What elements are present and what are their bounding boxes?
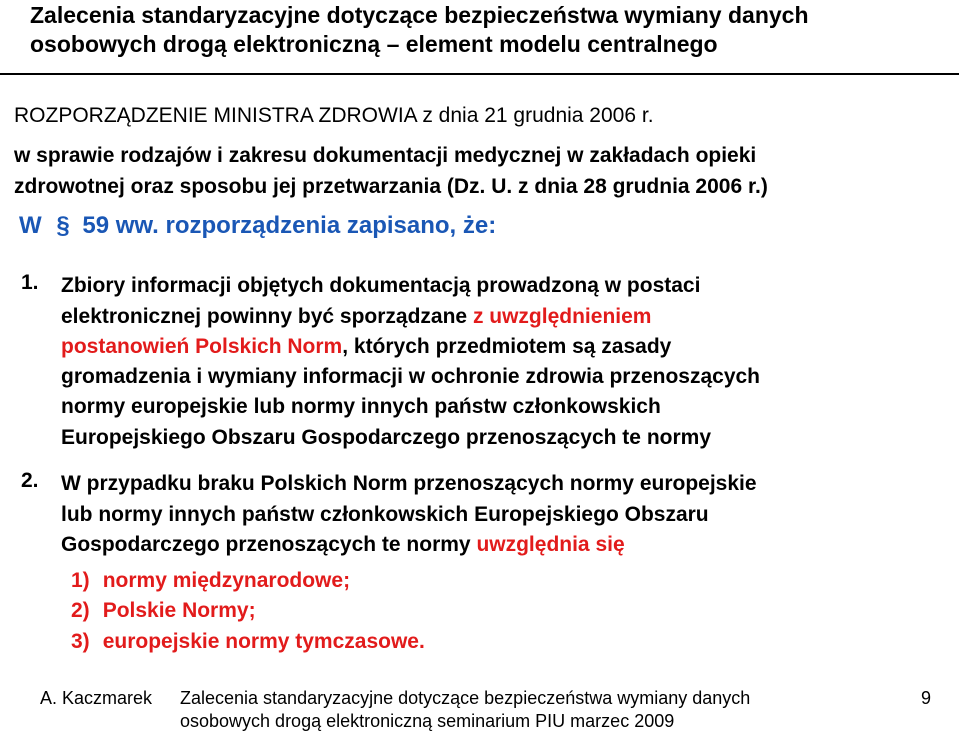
point1-line5: normy europejskie lub normy innych państw członkowskich bbox=[61, 395, 661, 418]
sublist-item-number: 2) bbox=[71, 599, 90, 622]
point1-highlight-b: postanowień Polskich Norm bbox=[61, 335, 343, 358]
sublist-item-text: normy międzynarodowe; bbox=[102, 569, 351, 592]
footer-author: A. Kaczmarek bbox=[40, 688, 153, 708]
section-w: W bbox=[19, 212, 42, 239]
title-divider bbox=[0, 73, 959, 75]
paragraph-symbol-icon: § bbox=[56, 212, 70, 239]
point2-line1: W przypadku braku Polskich Norm przenoszących normy europejskie bbox=[61, 472, 757, 495]
regulation-title bbox=[14, 100, 654, 132]
point1-line6: Europejskiego Obszaru Gospodarczego przenoszących te normy bbox=[61, 426, 711, 449]
sublist-item-text: europejskie normy tymczasowe. bbox=[102, 630, 425, 653]
point2-line3-text: Gospodarczego przenoszących te normy bbox=[61, 533, 477, 556]
footer-line2: osobowych drogą elektroniczną seminarium PIU marzec 2009 bbox=[180, 711, 675, 731]
sublist-item bbox=[71, 627, 425, 657]
point2-highlight: uwzględnia się bbox=[476, 533, 625, 556]
regulation-line2: w sprawie rodzajów i zakresu dokumentacji medycznej w zakładach opieki bbox=[14, 144, 757, 167]
sublist-item-text: Polskie Normy; bbox=[102, 599, 256, 622]
sublist-item bbox=[71, 596, 256, 626]
point1-number: 1. bbox=[21, 271, 39, 294]
slide-title-line2: osobowych drogą elektroniczną – element modelu centralnego bbox=[30, 31, 718, 57]
section-heading bbox=[19, 212, 496, 240]
point1-line2-text: elektronicznej powinny być sporządzane bbox=[61, 305, 473, 328]
point1-line3 bbox=[61, 332, 671, 362]
point1-line3-text: , których przedmiotem są zasady bbox=[342, 335, 672, 358]
point2-number: 2. bbox=[21, 469, 39, 492]
point1-line2 bbox=[61, 302, 651, 332]
slide-title-line1: Zalecenia standaryzacyjne dotyczące bezpieczeństwa wymiany danych bbox=[30, 2, 809, 28]
point2-line3 bbox=[61, 530, 625, 560]
regulation-line1: ROZPORZĄDZENIE MINISTRA ZDROWIA z dnia 21 grudnia 2006 r. bbox=[14, 104, 654, 127]
footer-line1: Zalecenia standaryzacyjne dotyczące bezpieczeństwa wymiany danych bbox=[180, 688, 751, 708]
sublist-item bbox=[71, 566, 350, 596]
regulation-line3: zdrowotnej oraz sposobu jej przetwarzania (Dz. U. z dnia 28 grudnia 2006 r.) bbox=[14, 175, 768, 198]
sublist-item-number: 3) bbox=[71, 630, 90, 653]
sublist-item-number: 1) bbox=[71, 569, 90, 592]
point1-line1: Zbiory informacji objętych dokumentacją prowadzoną w postaci bbox=[61, 274, 701, 297]
point1-highlight-a: z uwzględnieniem bbox=[472, 305, 652, 328]
point1-line4: gromadzenia i wymiany informacji w ochronie zdrowia przenoszących bbox=[61, 365, 761, 388]
point2-line2: lub normy innych państw członkowskich Europejskiego Obszaru bbox=[61, 503, 709, 526]
section-text: 59 ww. rozporządzenia zapisano, że: bbox=[82, 212, 497, 239]
page-number: 9 bbox=[921, 688, 932, 708]
